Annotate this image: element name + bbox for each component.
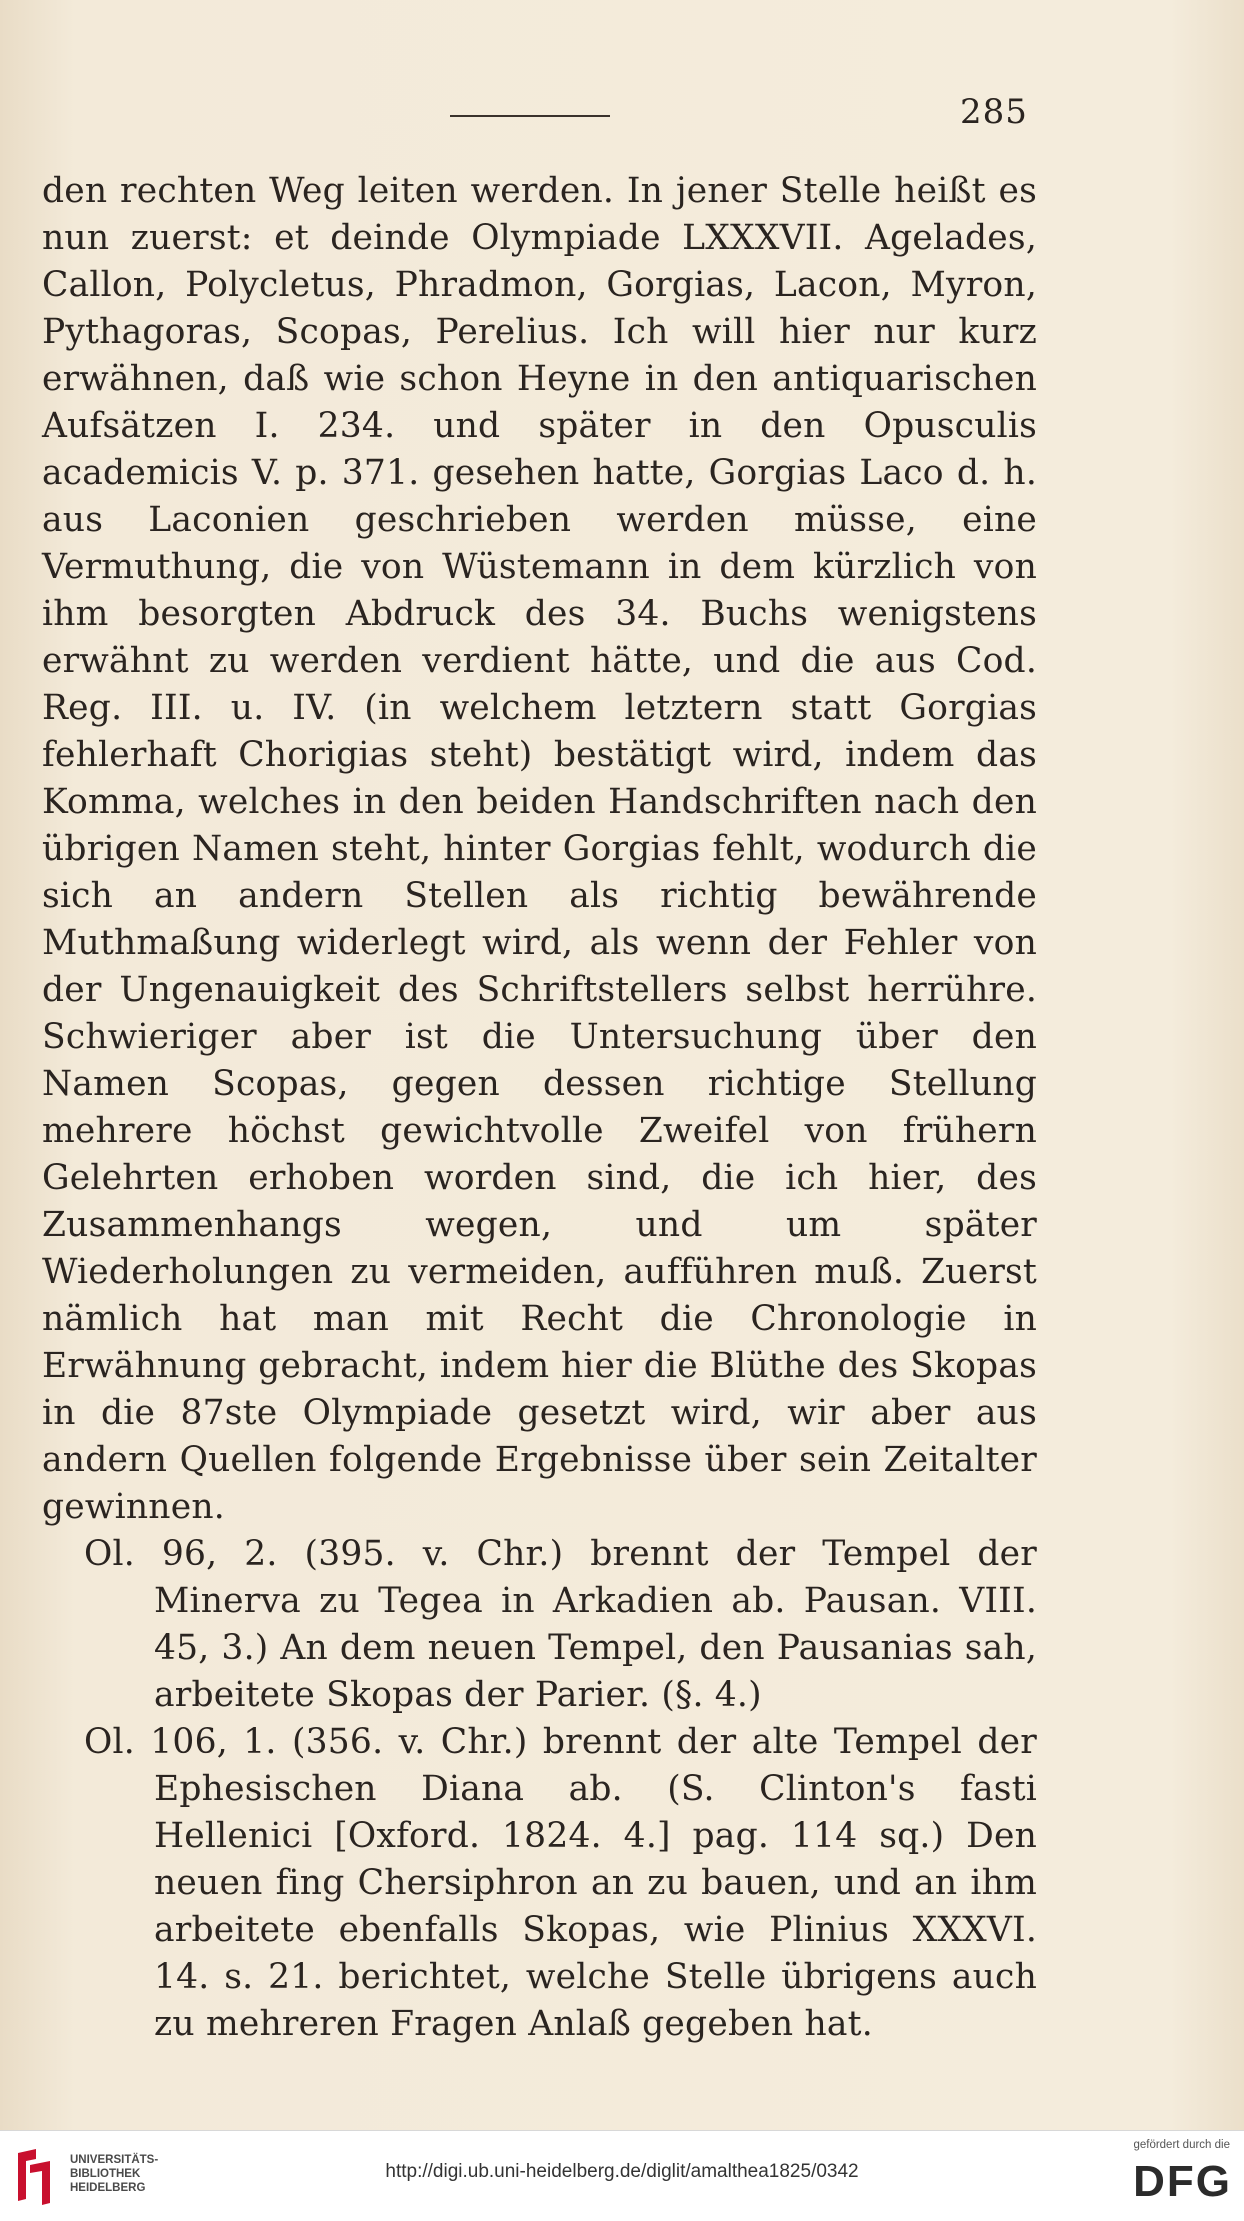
viewer-footer [0, 2130, 1244, 2221]
body-paragraph: den rechten Weg leiten werden. In jener Stelle heißt es nun zuerst: et deinde Olympiade LXXXVII. Agelades, Callon, Polycletus, Phradmon, Gorgias, Lacon, Myron, Pythagoras, Scopas, Perelius. Ich will hier nur kurz erwähnen, daß wie schon Heyne in den antiquarischen Aufsätzen I. 234. und später in den Opusculis academicis V. p. 371. gesehen hatte, Gorgias Laco d. h. aus Laconien geschrieben werden müsse, eine Vermuthung, die von Wüstemann in dem kürzlich von ihm besorgten Abdruck des 34. Buchs wenigstens erwähnt zu werden verdient hätte, und die aus Cod. Reg. III. u. IV. (in welchem letztern statt Gorgias fehlerhaft Chorigias steht) bestätigt wird, indem das Komma, welches in den beiden Handschriften nach den übrigen Namen steht, hinter Gorgias fehlt, wodurch die sich an andern Stellen als richtig bewährende Muthmaßung widerlegt wird, als wenn der Fehler von der Ungenauigkeit des Schriftstellers selbst herrühre. Schwieriger aber ist die Untersuchung über den Namen Scopas, gegen dessen richtige Stellung mehrere höchst gewichtvolle Zweifel von frühern Gelehrten erhoben worden sind, die ich hier, des Zusammenhangs wegen, und um später Wiederholungen zu vermeiden, aufführen muß. Zuerst nämlich hat man mit Recht die Chronologie in Erwähnung gebracht, indem hier die Blüthe des Skopas in die 87ste Olympiade gesetzt wird, wir aber aus andern Quellen folgende Ergebnisse über sein Zeitalter gewinnen. [42, 171, 1037, 1527]
library-name-line: BIBLIOTHEK [70, 2168, 141, 2180]
library-name-line: HEIDELBERG [70, 2182, 146, 2194]
page-number: 285 [960, 92, 1028, 132]
header-rule [450, 115, 610, 117]
dfg-logo-icon: DFG [1133, 2157, 1232, 2206]
chronology-entry-1: Ol. 96, 2. (395. v. Chr.) brennt der Tempel der Minerva zu Tegea in Arkadien ab. Pausan. VIII. 45, 3.) An dem neuen Tempel, den Pausanias sah, arbeitete Skopas der Parier. (§. 4.) [84, 1534, 1037, 1715]
page-text [42, 168, 1037, 2048]
library-name-line: UNIVERSITÄTS- [70, 2154, 159, 2166]
funder-caption: gefördert durch die [1133, 2139, 1230, 2151]
permalink-url[interactable]: http://digi.ub.uni-heidelberg.de/diglit/amalthea1825/0342 [385, 2161, 859, 2182]
chronology-entry-2: Ol. 106, 1. (356. v. Chr.) brennt der alte Tempel der Ephesischen Diana ab. (S. Clinton's fasti Hellenici [Oxford. 1824. 4.] pag. 114 sq.) Den neuen fing Chersiphron an zu bauen, und an ihm arbeitete ebenfalls Skopas, wie Plinius XXXVI. 14. s. 21. berichtet, welche Stelle übrigens auch zu mehreren Fragen Anlaß gegeben hat. [84, 1722, 1037, 2044]
